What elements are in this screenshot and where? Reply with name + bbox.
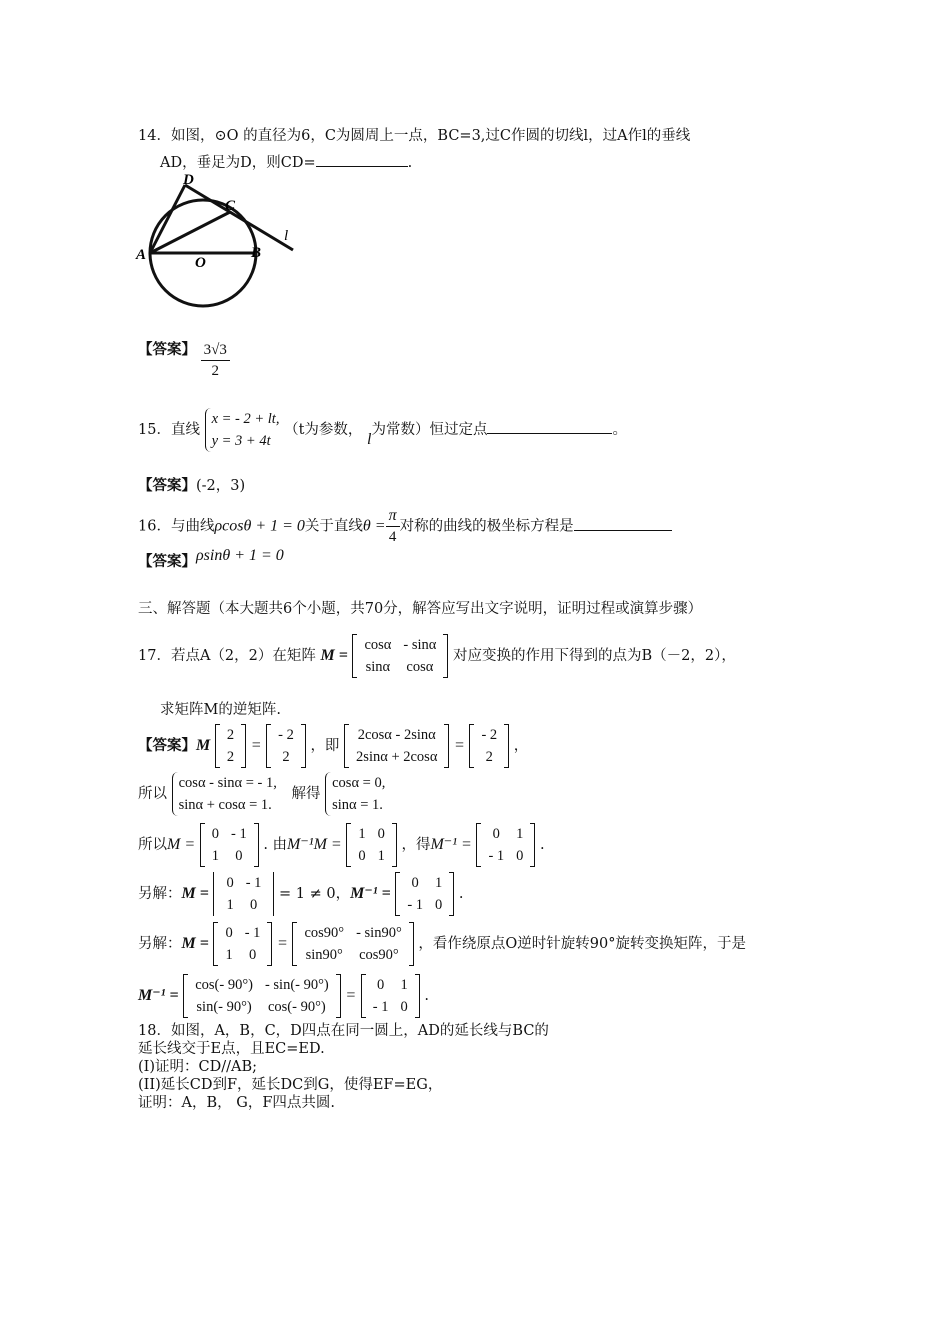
q15-end: 。 — [612, 422, 627, 438]
q18-l5: 证明：A，B， G，F四点共圆. — [138, 1095, 335, 1111]
q18-l1: 18．如图，A，B，C，D四点在同一圆上，AD的延长线与BC的 — [138, 1023, 549, 1039]
q15-l: l — [367, 431, 372, 448]
fig-label-l: l — [284, 228, 289, 244]
q15-system — [205, 408, 280, 452]
q17-line2: 求矩阵M的逆矩阵. — [160, 702, 281, 718]
q15-answer-value: (-2，3) — [196, 478, 246, 494]
q17-suffix: 对应变换的作用下得到的点为B（－2，2）， — [452, 648, 736, 664]
q16-answer — [138, 547, 284, 572]
q16-suffix: 对称的曲线的极坐标方程是 — [399, 518, 574, 535]
q15-eq2: y = 3 + 4t — [211, 433, 271, 449]
q17-prefix: 17．若点A（2，2）在矩阵 — [138, 648, 316, 664]
q14-answer — [138, 340, 230, 381]
q17-answer-row2: 所以 cosα - sinα = - 1, sinα + cosα = 1. 解得 cosα = 0, sinα = 1. — [138, 772, 385, 816]
q17-identity: 1 0 0 1 — [346, 823, 397, 867]
fig-tangent-l — [185, 185, 293, 250]
q16-pi-over-4 — [386, 506, 400, 547]
q17-matM: 0 - 1 1 0 — [200, 823, 259, 867]
q14-answer-blank[interactable] — [316, 152, 408, 167]
q15-answer — [138, 476, 245, 496]
q17-alt1: 另解：M = 0 - 1 1 0 = 1 ≠ 0，M⁻¹ = 0 1 - 1 0 . — [138, 872, 464, 916]
q14-answer-num: 3√3 — [201, 340, 230, 361]
q17-vec-m22b: - 2 2 — [469, 724, 509, 768]
q15-answer-blank[interactable] — [487, 419, 612, 434]
fig-label-B: B — [251, 245, 262, 261]
q17-m01: - sinα — [403, 637, 437, 653]
section3-heading: 三、解答题（本大题共6个小题，共70分，解答应写出文字说明，证明过程或演算步骤） — [138, 601, 703, 617]
q14-answer-den: 2 — [211, 363, 219, 379]
q16-pi: π — [386, 506, 400, 527]
q14-answer-frac — [201, 340, 230, 381]
q18-l4: (II)延长CD到F，延长DC到G，使得EF=EG， — [138, 1077, 443, 1093]
q18-l3: (I)证明：CD//AB; — [138, 1059, 258, 1075]
q17-ans-M: M — [196, 737, 211, 754]
q17-line1 — [138, 634, 736, 678]
q17-rotInv: cos(- 90°) - sin(- 90°) sin(- 90°) cos(- 90°) — [183, 974, 341, 1018]
q17-alt2: 另解：M = 0 - 1 1 0 = cos90° - sin90° sin90° cos90° ，看作绕原点O逆时针旋转90°旋转变换矩阵，于是 — [138, 922, 746, 966]
q17-M: M = — [320, 647, 348, 664]
q17-m11: cosα — [406, 659, 434, 675]
q15-eq1: x = - 2 + lt, — [211, 411, 280, 427]
q17-matInv3: 0 1 - 1 0 — [361, 974, 420, 1018]
q17-system1: cosα - sinα = - 1, sinα + cosα = 1. — [172, 772, 277, 816]
q16-eq: ρcosθ + 1 = 0 — [214, 517, 305, 535]
q17-matM2: 0 - 1 1 0 — [213, 922, 272, 966]
q16-theta: θ = — [362, 517, 386, 535]
q14-answer-label: 【答案】 — [138, 341, 196, 358]
q15-prefix: 15．直线 — [138, 422, 200, 438]
q14-line1: 14．如图，⊙O 的直径为6，C为圆周上一点，BC=3,过C作圆的切线l，过A作l的垂线 — [138, 128, 691, 144]
q15-suffix: 为常数）恒过定点 — [371, 422, 488, 438]
fig-label-O: O — [195, 255, 206, 271]
q17-det: 0 - 1 1 0 — [213, 872, 274, 916]
q16-mid: 关于直线 — [304, 518, 363, 535]
q17-matInv2: 0 1 - 1 0 — [395, 872, 454, 916]
q17-rot: cos90° - sin90° sin90° cos90° — [292, 922, 413, 966]
q16-answer-label: 【答案】 — [138, 553, 196, 570]
q16-line — [138, 506, 672, 547]
fig-label-D: D — [183, 172, 194, 188]
q17-m00: cosα — [364, 637, 392, 653]
q16-prefix: 16．与曲线 — [138, 518, 215, 535]
q14-period: . — [407, 155, 413, 171]
q17-answer-label: 【答案】 — [138, 737, 196, 754]
q17-rotinv: M⁻¹ = cos(- 90°) - sin(- 90°) sin(- 90°) cos(- 90°) = 0 1 - 1 0 . — [138, 974, 429, 1018]
q18-l2: 延长线交于E点，且EC=ED. — [138, 1041, 325, 1057]
q17-answer-row1: 【答案】M 2 2 = - 2 2 ，即 2cosα - 2sinα 2sinα + 2cosα = - 2 2 ， — [138, 724, 528, 768]
q17-matInv: 0 1 - 1 0 — [476, 823, 535, 867]
q16-answer-blank[interactable] — [574, 516, 672, 531]
q15-answer-label: 【答案】 — [138, 477, 196, 494]
q17-m10: sinα — [365, 659, 391, 675]
q15-line — [138, 408, 627, 452]
q17-vec-m22: - 2 2 — [266, 724, 306, 768]
q15-mid: （t为参数， — [284, 422, 363, 438]
fig-label-A: A — [136, 247, 147, 263]
q14-figure — [128, 170, 308, 310]
q17-vec-22: 2 2 — [215, 724, 246, 768]
q16-four: 4 — [388, 529, 397, 545]
fig-label-C: C — [225, 198, 236, 214]
q14-line2-text: AD，垂足为D，则CD= — [160, 155, 316, 171]
q16-answer-value: ρsinθ + 1 = 0 — [196, 547, 284, 564]
q17-matrix — [352, 634, 448, 678]
q17-vec-expr: 2cosα - 2sinα 2sinα + 2cosα — [344, 724, 449, 768]
q17-system2: cosα = 0, sinα = 1. — [325, 772, 385, 816]
q17-answer-row3: 所以M = 0 - 1 1 0 . 由M⁻¹M = 1 0 0 1 ，得M⁻¹ = 0 1 - 1 0 . — [138, 823, 545, 867]
